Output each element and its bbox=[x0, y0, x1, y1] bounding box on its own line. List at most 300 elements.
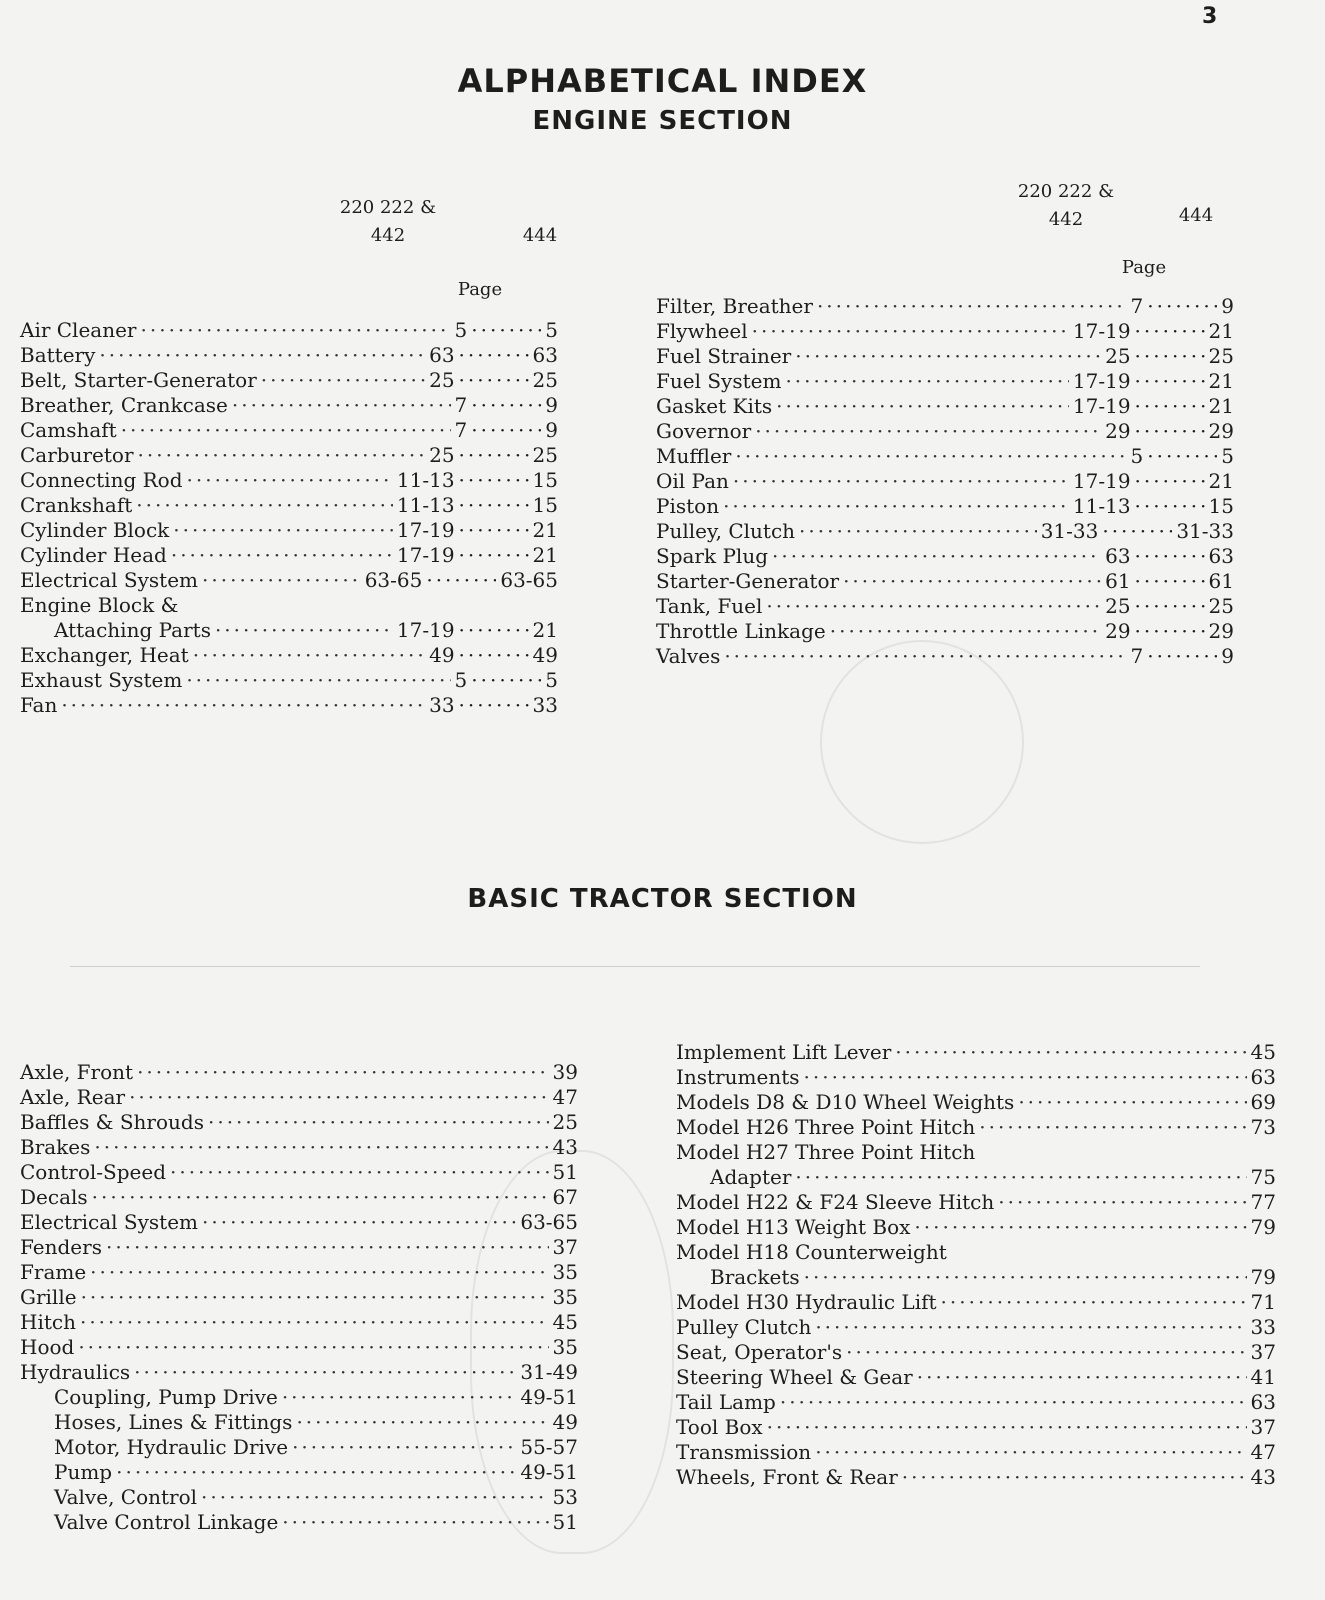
entry-name: Pulley, Clutch bbox=[656, 519, 796, 543]
entry-name: Crankshaft bbox=[20, 493, 133, 517]
dot-leader bbox=[998, 1190, 1246, 1215]
index-entry bbox=[20, 443, 558, 468]
entry-name: Filter, Breather bbox=[656, 294, 813, 318]
dot-leader bbox=[129, 1085, 548, 1110]
dot-leader bbox=[426, 568, 496, 593]
dot-leader bbox=[61, 693, 425, 718]
entry-page-220-222-442: 25 bbox=[1105, 594, 1131, 618]
entry-page: 51 bbox=[552, 1160, 578, 1184]
basic-section-title: BASIC TRACTOR SECTION bbox=[467, 884, 858, 914]
entry-page: 63 bbox=[1250, 1065, 1276, 1089]
entry-page: 73 bbox=[1250, 1115, 1276, 1139]
entry-page-220-222-442: 7 bbox=[454, 393, 468, 417]
entry-name: Fenders bbox=[20, 1235, 102, 1259]
index-entry bbox=[676, 1040, 1276, 1065]
entry-name: Implement Lift Lever bbox=[676, 1040, 892, 1064]
entry-name: Hitch bbox=[20, 1310, 76, 1334]
dot-leader bbox=[121, 418, 451, 443]
index-entry bbox=[676, 1215, 1276, 1240]
entry-page-220-222-442: 63-65 bbox=[364, 568, 423, 592]
dot-leader bbox=[170, 1160, 549, 1185]
dot-leader bbox=[187, 468, 393, 493]
entry-page-444: 5 bbox=[1221, 444, 1234, 468]
dot-leader bbox=[282, 1385, 517, 1410]
index-entry bbox=[656, 519, 1234, 544]
index-entry bbox=[676, 1140, 1276, 1165]
index-entry bbox=[676, 1190, 1276, 1215]
dot-leader bbox=[1135, 544, 1205, 569]
index-entry bbox=[20, 343, 558, 368]
basic-right-list bbox=[676, 1040, 1276, 1490]
dot-leader bbox=[1147, 294, 1217, 319]
index-entry bbox=[656, 419, 1234, 444]
entry-name: Starter-Generator bbox=[656, 569, 840, 593]
index-entry bbox=[676, 1365, 1276, 1390]
dot-leader bbox=[81, 1285, 549, 1310]
entry-page-220-222-442: 61 bbox=[1105, 569, 1131, 593]
dot-leader bbox=[752, 319, 1069, 344]
dot-leader bbox=[1135, 419, 1205, 444]
dot-leader bbox=[171, 543, 393, 568]
index-entry bbox=[676, 1340, 1276, 1365]
dot-leader bbox=[917, 1365, 1247, 1390]
index-entry bbox=[20, 543, 558, 568]
entry-page-220-222-442: 31-33 bbox=[1040, 519, 1099, 543]
entry-name: Belt, Starter-Generator bbox=[20, 368, 257, 392]
entry-name: Fan bbox=[20, 693, 58, 717]
basic-left-list bbox=[20, 1060, 578, 1535]
entry-name: Valve, Control bbox=[54, 1485, 198, 1509]
entry-page: 63-65 bbox=[520, 1210, 578, 1234]
entry-page: 49-51 bbox=[520, 1385, 578, 1409]
entry-name: Attaching Parts bbox=[54, 618, 211, 642]
dot-leader bbox=[459, 343, 529, 368]
entry-page-220-222-442: 5 bbox=[454, 668, 468, 692]
entry-name: Models D8 & D10 Wheel Weights bbox=[676, 1090, 1015, 1114]
entry-name: Oil Pan bbox=[656, 469, 729, 493]
dot-leader bbox=[1135, 619, 1205, 644]
index-entry bbox=[20, 693, 558, 718]
engine-right-list bbox=[656, 294, 1234, 669]
dot-leader bbox=[459, 693, 529, 718]
entry-name: Tank, Fuel bbox=[656, 594, 763, 618]
dot-leader bbox=[895, 1040, 1246, 1065]
index-entry bbox=[20, 1210, 578, 1235]
index-entry bbox=[656, 394, 1234, 419]
entry-name: Control-Speed bbox=[20, 1160, 166, 1184]
entry-page-444: 31-33 bbox=[1176, 519, 1234, 543]
index-entry bbox=[656, 369, 1234, 394]
index-entry bbox=[656, 294, 1234, 319]
index-entry bbox=[20, 1360, 578, 1385]
entry-page-444: 29 bbox=[1208, 419, 1234, 443]
entry-page-444: 63 bbox=[532, 343, 558, 367]
entry-name: Transmission bbox=[676, 1440, 812, 1464]
entry-name: Model H26 Three Point Hitch bbox=[676, 1115, 976, 1139]
index-entry bbox=[656, 644, 1234, 669]
dot-leader bbox=[138, 443, 426, 468]
dot-leader bbox=[90, 1260, 548, 1285]
dot-leader bbox=[830, 619, 1101, 644]
dot-leader bbox=[1135, 369, 1205, 394]
entry-name: Adapter bbox=[710, 1165, 792, 1189]
entry-page-444: 9 bbox=[545, 418, 558, 442]
entry-name: Brakes bbox=[20, 1135, 91, 1159]
page-number: 3 bbox=[1202, 4, 1218, 29]
dot-leader bbox=[193, 643, 425, 668]
entry-name: Motor, Hydraulic Drive bbox=[54, 1435, 289, 1459]
dot-leader bbox=[799, 519, 1037, 544]
entry-name: Spark Plug bbox=[656, 544, 769, 568]
entry-page-444: 15 bbox=[1208, 494, 1234, 518]
dot-leader bbox=[261, 368, 425, 393]
index-entry bbox=[656, 444, 1234, 469]
dot-leader bbox=[471, 668, 541, 693]
entry-page-220-222-442: 33 bbox=[429, 693, 455, 717]
dot-leader bbox=[459, 443, 529, 468]
entry-name: Hoses, Lines & Fittings bbox=[54, 1410, 293, 1434]
index-entry bbox=[20, 418, 558, 443]
entry-page-444: 15 bbox=[532, 493, 558, 517]
dot-leader bbox=[1135, 494, 1205, 519]
entry-page: 71 bbox=[1250, 1290, 1276, 1314]
index-entry bbox=[20, 1510, 578, 1535]
entry-name: Electrical System bbox=[20, 1210, 199, 1234]
dot-leader bbox=[186, 668, 450, 693]
dot-leader bbox=[296, 1410, 548, 1435]
entry-page: 35 bbox=[552, 1335, 578, 1359]
entry-page: 49-51 bbox=[520, 1460, 578, 1484]
engine-left-list bbox=[20, 318, 558, 718]
entry-page-220-222-442: 63 bbox=[1105, 544, 1131, 568]
dot-leader bbox=[202, 568, 361, 593]
index-entry bbox=[676, 1165, 1276, 1190]
entry-page: 37 bbox=[1250, 1340, 1276, 1364]
entry-page-444: 5 bbox=[545, 668, 558, 692]
index-entry bbox=[676, 1440, 1276, 1465]
entry-name: Model H22 & F24 Sleeve Hitch bbox=[676, 1190, 995, 1214]
entry-page-220-222-442: 11-13 bbox=[396, 468, 455, 492]
entry-name: Electrical System bbox=[20, 568, 199, 592]
dot-leader bbox=[459, 618, 529, 643]
dot-leader bbox=[723, 494, 1069, 519]
dot-leader bbox=[1102, 519, 1172, 544]
entry-page-220-222-442: 25 bbox=[429, 368, 455, 392]
section-divider bbox=[70, 966, 1200, 967]
index-entry bbox=[20, 1110, 578, 1135]
entry-name: Tail Lamp bbox=[676, 1390, 776, 1414]
dot-leader bbox=[141, 318, 451, 343]
entry-page: 45 bbox=[1250, 1040, 1276, 1064]
entry-page-220-222-442: 29 bbox=[1105, 419, 1131, 443]
dot-leader bbox=[137, 1060, 548, 1085]
index-entry bbox=[656, 494, 1234, 519]
entry-name: Cylinder Block bbox=[20, 518, 170, 542]
entry-page-444: 21 bbox=[1208, 469, 1234, 493]
entry-name: Model H27 Three Point Hitch bbox=[676, 1140, 976, 1164]
dot-leader bbox=[471, 393, 541, 418]
entry-page-220-222-442: 11-13 bbox=[1072, 494, 1131, 518]
entry-page: 43 bbox=[1250, 1465, 1276, 1489]
entry-page: 25 bbox=[552, 1110, 578, 1134]
index-entry bbox=[676, 1390, 1276, 1415]
entry-name: Piston bbox=[656, 494, 720, 518]
entry-name: Governor bbox=[656, 419, 752, 443]
entry-name: Cylinder Head bbox=[20, 543, 167, 567]
entry-page-220-222-442: 17-19 bbox=[396, 543, 455, 567]
entry-page: 63 bbox=[1250, 1390, 1276, 1414]
index-entry bbox=[676, 1290, 1276, 1315]
index-entry bbox=[676, 1315, 1276, 1340]
entry-page: 37 bbox=[1250, 1415, 1276, 1439]
index-entry bbox=[676, 1115, 1276, 1140]
entry-name: Engine Block & bbox=[20, 593, 179, 617]
dot-leader bbox=[173, 518, 393, 543]
engine-left-page-label: Page bbox=[457, 279, 503, 300]
index-entry bbox=[20, 1335, 578, 1360]
dot-leader bbox=[735, 444, 1126, 469]
entry-name: Breather, Crankcase bbox=[20, 393, 228, 417]
entry-page: 77 bbox=[1250, 1190, 1276, 1214]
index-entry bbox=[20, 1485, 578, 1510]
engine-section-title: ENGINE SECTION bbox=[532, 106, 793, 136]
dot-leader bbox=[846, 1340, 1246, 1365]
entry-name: Seat, Operator's bbox=[676, 1340, 843, 1364]
entry-page: 75 bbox=[1250, 1165, 1276, 1189]
dot-leader bbox=[1135, 394, 1205, 419]
entry-page-444: 29 bbox=[1208, 619, 1234, 643]
entry-page: 79 bbox=[1250, 1265, 1276, 1289]
engine-right-page-label: Page bbox=[1121, 257, 1167, 278]
entry-page-220-222-442: 7 bbox=[1130, 644, 1144, 668]
entry-page-220-222-442: 17-19 bbox=[1072, 394, 1131, 418]
entry-page-220-222-442: 5 bbox=[454, 318, 468, 342]
engine-left-col1-header: 220 222 & 442 bbox=[339, 197, 437, 246]
dot-leader bbox=[1147, 644, 1217, 669]
entry-page: 47 bbox=[1250, 1440, 1276, 1464]
dot-leader bbox=[215, 618, 393, 643]
entry-name: Frame bbox=[20, 1260, 87, 1284]
entry-page: 45 bbox=[552, 1310, 578, 1334]
entry-page-220-222-442: 11-13 bbox=[396, 493, 455, 517]
entry-page: 51 bbox=[552, 1510, 578, 1534]
entry-name: Coupling, Pump Drive bbox=[54, 1385, 278, 1409]
entry-name: Throttle Linkage bbox=[656, 619, 826, 643]
bleed-through-shape bbox=[820, 640, 1024, 844]
dot-leader bbox=[1135, 569, 1205, 594]
entry-page: 55-57 bbox=[520, 1435, 578, 1459]
index-entry bbox=[676, 1090, 1276, 1115]
index-entry bbox=[20, 1135, 578, 1160]
entry-page-444: 9 bbox=[1221, 294, 1234, 318]
index-entry bbox=[20, 618, 558, 643]
index-entry bbox=[20, 593, 558, 618]
entry-name: Grille bbox=[20, 1285, 77, 1309]
entry-page: 41 bbox=[1250, 1365, 1276, 1389]
entry-page-444: 21 bbox=[1208, 369, 1234, 393]
entry-page-444: 25 bbox=[532, 443, 558, 467]
entry-page: 37 bbox=[552, 1235, 578, 1259]
index-entry bbox=[20, 1260, 578, 1285]
index-entry bbox=[20, 1385, 578, 1410]
index-entry bbox=[20, 493, 558, 518]
entry-name: Wheels, Front & Rear bbox=[676, 1465, 898, 1489]
page-title: ALPHABETICAL INDEX bbox=[457, 62, 868, 100]
entry-page-444: 61 bbox=[1208, 569, 1234, 593]
dot-leader bbox=[94, 1135, 548, 1160]
engine-left-col2-header: 444 bbox=[522, 225, 558, 246]
entry-name: Air Cleaner bbox=[20, 318, 137, 342]
entry-name: Brackets bbox=[710, 1265, 800, 1289]
dot-leader bbox=[1147, 444, 1217, 469]
entry-page-444: 9 bbox=[545, 393, 558, 417]
entry-name: Tool Box bbox=[676, 1415, 763, 1439]
entry-name: Fuel Strainer bbox=[656, 344, 792, 368]
entry-page: 47 bbox=[552, 1085, 578, 1109]
dot-leader bbox=[795, 344, 1101, 369]
dot-leader bbox=[941, 1290, 1247, 1315]
index-entry bbox=[20, 393, 558, 418]
entry-page-220-222-442: 17-19 bbox=[1072, 319, 1131, 343]
dot-leader bbox=[92, 1185, 549, 1210]
dot-leader bbox=[459, 493, 529, 518]
entry-name: Baffles & Shrouds bbox=[20, 1110, 204, 1134]
entry-page-220-222-442: 17-19 bbox=[396, 518, 455, 542]
dot-leader bbox=[1135, 344, 1205, 369]
dot-leader bbox=[459, 468, 529, 493]
entry-page-220-222-442: 25 bbox=[1105, 344, 1131, 368]
entry-name: Steering Wheel & Gear bbox=[676, 1365, 913, 1389]
index-entry bbox=[676, 1465, 1276, 1490]
entry-name: Flywheel bbox=[656, 319, 748, 343]
entry-name: Decals bbox=[20, 1185, 88, 1209]
index-entry bbox=[20, 1185, 578, 1210]
entry-page-444: 21 bbox=[532, 618, 558, 642]
engine-right-col1-header: 220 222 & 442 bbox=[1017, 181, 1115, 230]
entry-page-444: 33 bbox=[532, 693, 558, 717]
entry-page-220-222-442: 63 bbox=[429, 343, 455, 367]
index-entry bbox=[20, 1085, 578, 1110]
entry-name: Model H18 Counterweight bbox=[676, 1240, 947, 1264]
engine-right-col2-header: 444 bbox=[1178, 205, 1214, 226]
entry-name: Model H13 Weight Box bbox=[676, 1215, 911, 1239]
index-entry bbox=[20, 1285, 578, 1310]
index-entry bbox=[656, 619, 1234, 644]
dot-leader bbox=[116, 1460, 516, 1485]
dot-leader bbox=[767, 1415, 1247, 1440]
index-entry bbox=[676, 1265, 1276, 1290]
entry-page-444: 5 bbox=[545, 318, 558, 342]
dot-leader bbox=[292, 1435, 516, 1460]
dot-leader bbox=[78, 1335, 548, 1360]
dot-leader bbox=[106, 1235, 549, 1260]
dot-leader bbox=[459, 368, 529, 393]
index-entry bbox=[676, 1065, 1276, 1090]
entry-name: Exhaust System bbox=[20, 668, 183, 692]
entry-page-220-222-442: 17-19 bbox=[1072, 369, 1131, 393]
index-entry bbox=[20, 1460, 578, 1485]
dot-leader bbox=[979, 1115, 1246, 1140]
index-entry bbox=[20, 1060, 578, 1085]
entry-page-220-222-442: 5 bbox=[1130, 444, 1144, 468]
entry-page-444: 63 bbox=[1208, 544, 1234, 568]
index-entry bbox=[656, 469, 1234, 494]
dot-leader bbox=[776, 394, 1069, 419]
entry-name: Axle, Rear bbox=[20, 1085, 126, 1109]
entry-page-220-222-442: 7 bbox=[454, 418, 468, 442]
index-entry bbox=[656, 594, 1234, 619]
dot-leader bbox=[1135, 469, 1205, 494]
entry-page-220-222-442: 25 bbox=[429, 443, 455, 467]
dot-leader bbox=[755, 419, 1101, 444]
entry-name: Instruments bbox=[676, 1065, 800, 1089]
index-entry bbox=[20, 318, 558, 343]
dot-leader bbox=[471, 418, 541, 443]
index-entry bbox=[20, 1235, 578, 1260]
entry-page: 43 bbox=[552, 1135, 578, 1159]
index-entry bbox=[656, 344, 1234, 369]
dot-leader bbox=[815, 1440, 1246, 1465]
index-entry bbox=[20, 568, 558, 593]
dot-leader bbox=[282, 1510, 548, 1535]
entry-page-444: 15 bbox=[532, 468, 558, 492]
index-entry bbox=[20, 368, 558, 393]
entry-page: 35 bbox=[552, 1285, 578, 1309]
entry-name: Gasket Kits bbox=[656, 394, 773, 418]
entry-name: Exchanger, Heat bbox=[20, 643, 189, 667]
dot-leader bbox=[817, 294, 1127, 319]
entry-name: Axle, Front bbox=[20, 1060, 134, 1084]
dot-leader bbox=[208, 1110, 549, 1135]
entry-name: Camshaft bbox=[20, 418, 117, 442]
entry-name: Hydraulics bbox=[20, 1360, 131, 1384]
dot-leader bbox=[201, 1485, 549, 1510]
dot-leader bbox=[780, 1390, 1247, 1415]
dot-leader bbox=[99, 343, 425, 368]
entry-page: 67 bbox=[552, 1185, 578, 1209]
index-entry bbox=[20, 518, 558, 543]
entry-page: 49 bbox=[552, 1410, 578, 1434]
entry-page-220-222-442: 7 bbox=[1130, 294, 1144, 318]
entry-page: 69 bbox=[1250, 1090, 1276, 1114]
entry-name: Pulley Clutch bbox=[676, 1315, 812, 1339]
entry-page: 31-49 bbox=[520, 1360, 578, 1384]
entry-page-444: 21 bbox=[532, 543, 558, 567]
dot-leader bbox=[815, 1315, 1246, 1340]
entry-page-444: 9 bbox=[1221, 644, 1234, 668]
entry-page-220-222-442: 49 bbox=[429, 643, 455, 667]
entry-page-220-222-442: 17-19 bbox=[1072, 469, 1131, 493]
entry-name: Hood bbox=[20, 1335, 75, 1359]
index-entry bbox=[656, 569, 1234, 594]
dot-leader bbox=[459, 518, 529, 543]
dot-leader bbox=[724, 644, 1126, 669]
index-entry bbox=[676, 1240, 1276, 1265]
entry-page-444: 49 bbox=[532, 643, 558, 667]
dot-leader bbox=[202, 1210, 516, 1235]
dot-leader bbox=[80, 1310, 549, 1335]
index-entry bbox=[676, 1415, 1276, 1440]
entry-page-444: 63-65 bbox=[500, 568, 558, 592]
entry-page-444: 25 bbox=[532, 368, 558, 392]
dot-leader bbox=[459, 643, 529, 668]
entry-name: Muffler bbox=[656, 444, 732, 468]
dot-leader bbox=[772, 544, 1101, 569]
entry-name: Valve Control Linkage bbox=[54, 1510, 279, 1534]
dot-leader bbox=[902, 1465, 1247, 1490]
dot-leader bbox=[471, 318, 541, 343]
index-entry bbox=[20, 1310, 578, 1335]
